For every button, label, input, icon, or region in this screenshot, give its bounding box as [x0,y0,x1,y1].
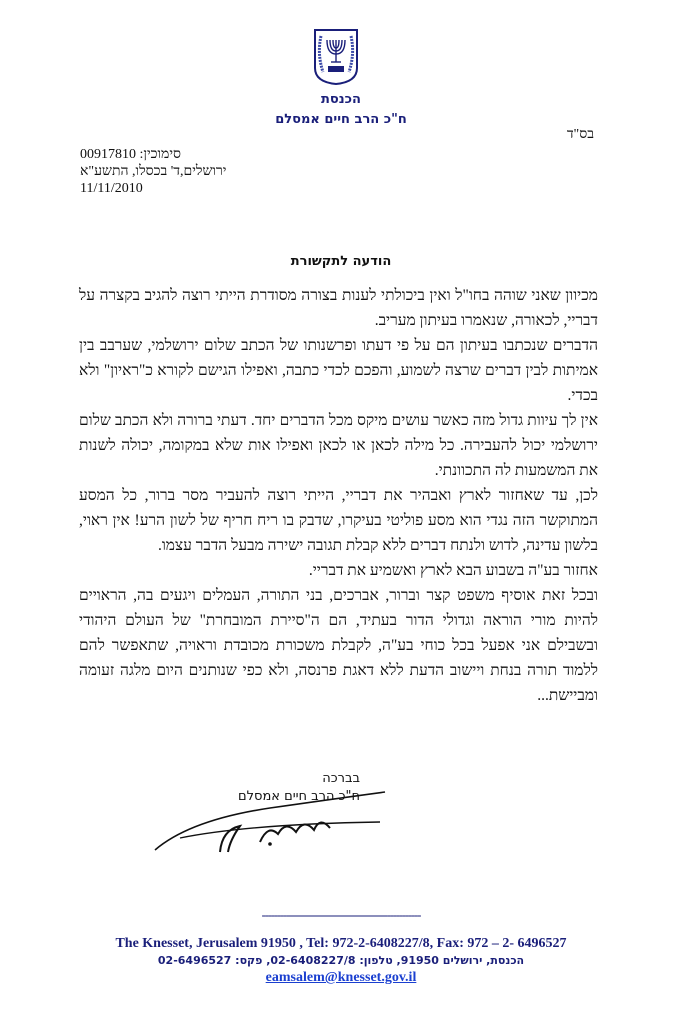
paragraph: אין לך עיוות גדול מזה כאשר עושים מיקס מכל הדברים יחד. דעתי ברורה ולא הכתב שלום ירושלמי יכול להעבירה. כל מילה לכאן או לכאן ואפילו אות שלא במקומה, יכולה לשנות את המשמעות לה התכוונתי. [79,412,598,479]
gregorian-date: 11/11/2010 [80,181,143,196]
hebrew-date: ירושלים,ד' בכסלו, התשע"א [80,164,227,179]
footer-divider: ----------------------------------------------------- [261,908,421,922]
reference-number: סימוכין: 00917810 [80,147,181,162]
footer-contact-english: The Knesset, Jerusalem 91950 , Tel: 972-2-6408227/8, Fax: 972 – 2- 6496527 [115,936,567,951]
bsd-heading: בס"ד [566,127,594,142]
organization-name: הכנסת [321,92,361,107]
knesset-menorah-emblem-icon [313,28,359,86]
paragraph: אחזור בע"ה בשבוע הבא לארץ ואשמיע את דבריי. [308,562,598,579]
footer-email-row [0,970,682,986]
footer-contact-hebrew: הכנסת, ירושלים 91950, טלפון: 02-6408227/8, פקס: 02-6496527 [157,954,525,967]
signature-name: ח"כ הרב חיים אמסלם [238,789,360,804]
paragraph: מכיוון שאני שוהה בחו"ל ואין ביכולתי לענות בצורה מסודרת הייתי רוצה להגיב בקצרה על דבריי, לכאורה, שנאמרו בעיתון מעריב. [79,287,598,329]
paragraph: ובכל זאת אוסיף משפט קצר וברור, אברכים, בני התורה, העמלים ויגעים בה, הראויים להיות מורי הוראה וגדולי הדור בעתיד, הם ה"סיירת המובחרת" של העולם היהודי ובשבילם אני אפעל בכל כוחי בע"ה, לקבלת משכורת מכובדת וראויה, שתאפשר להם ללמוד תורה בנחת ויישוב הדעת ללא דאגת פרנסה, ולא כפי שנותנים היום מלגה זעומה ומביישת... [79,587,598,704]
document-title: הודעה לתקשורת [290,254,392,269]
paragraph: לכן, עד שאחזור לארץ ואבהיר את דבריי, הייתי רוצה להעביר מסר ברור, כל המסע המתוקשר הזה נגדי הוא מסע פוליטי בעיקרו, שדבק בו ריח חריף של לשון הרע! אין ראוי, בלשון עדינה, לדוש ולנתח דברים ללא קבלת תגובה ישירה מבעל הדבר עצמו. [79,487,598,554]
member-name: ח"כ הרב חיים אמסלם [275,112,407,127]
paragraph: הדברים שנכתבו בעיתון הם על פי דעתו ופרשנותו של הכתב שלום ירושלמי, שערבב בין אמיתות לבין דברים שרצה לשמוע, והפכם לכדי כתבה, ואפילו הגישם לקורא כ"ראיון" ולא בכדי. [79,337,598,404]
handwritten-signature-icon [150,780,390,860]
letter-body [79,283,598,708]
closing-greeting: בברכה [322,771,360,786]
letter-meta [80,146,226,197]
email-link[interactable]: eamsalem@knesset.gov.il [265,970,417,985]
